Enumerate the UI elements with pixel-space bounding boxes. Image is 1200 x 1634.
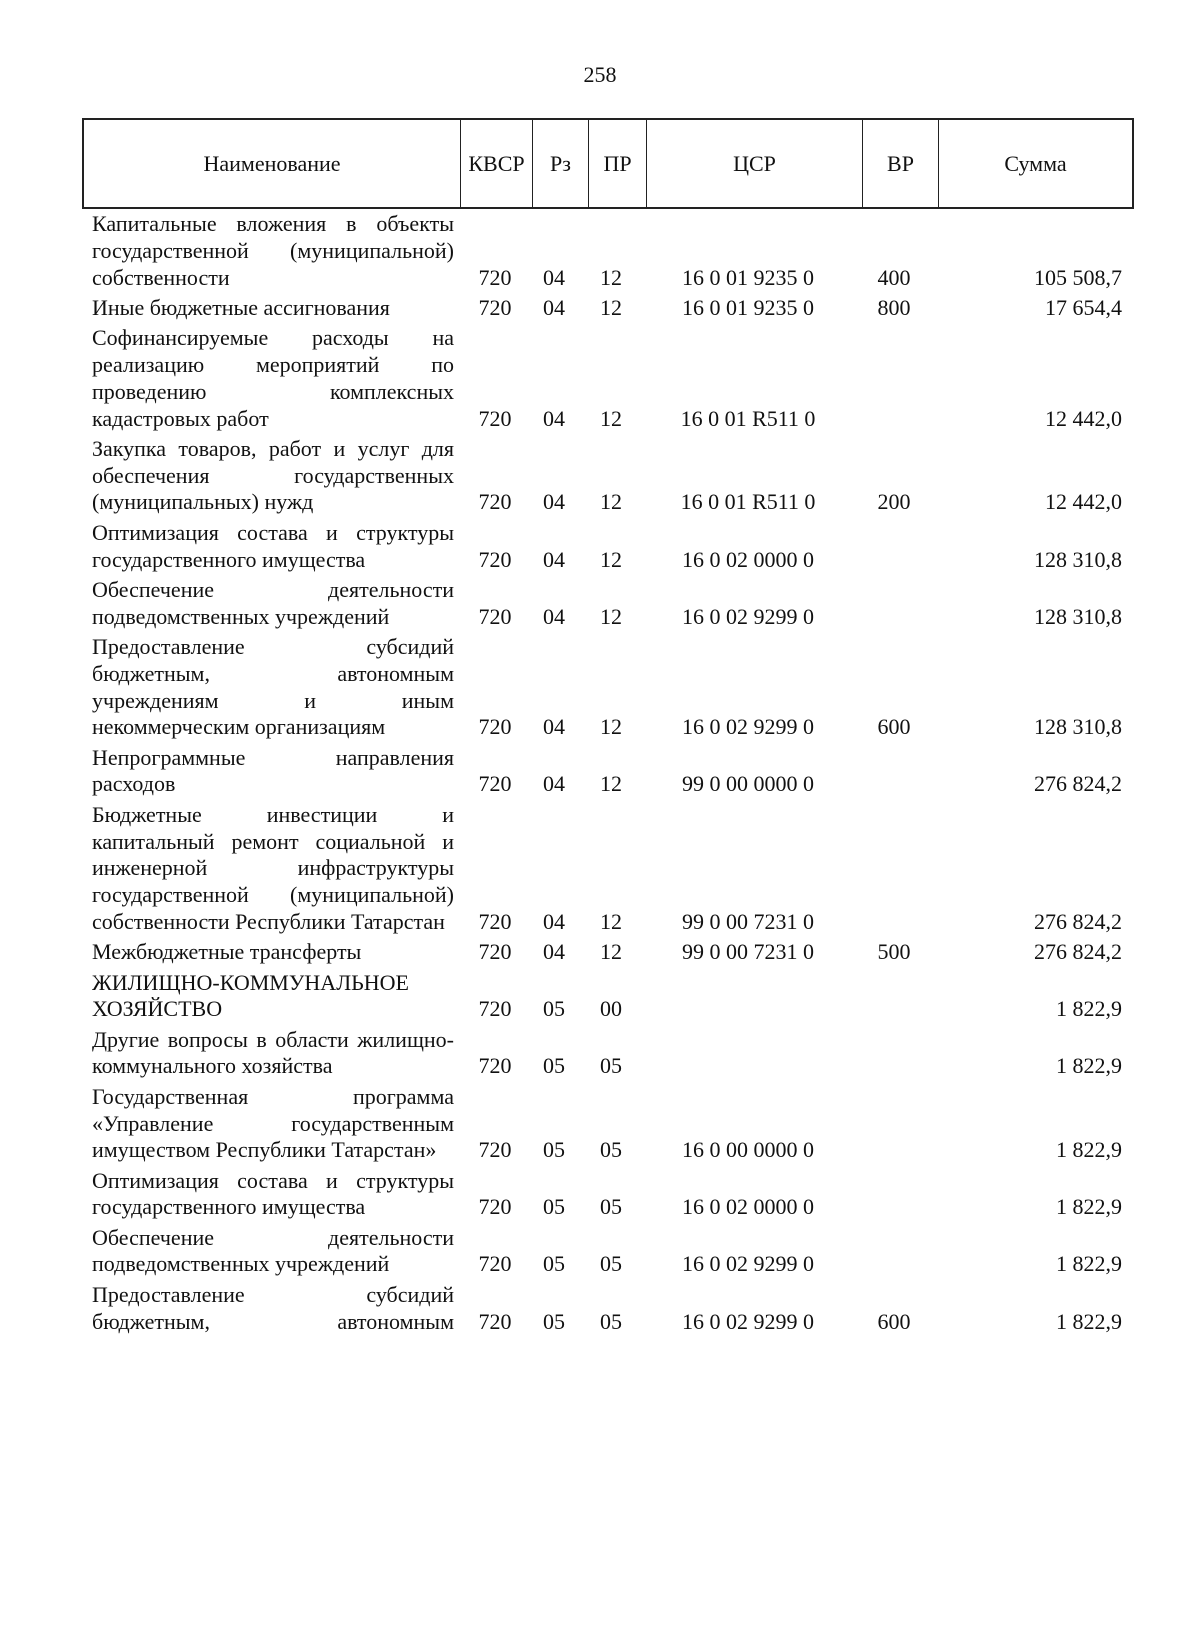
cell-csr: 16 0 02 9299 0 xyxy=(682,714,814,740)
cell-rz: 04 xyxy=(543,264,565,290)
cell-rz: 05 xyxy=(543,1308,565,1334)
cell-pr: 05 xyxy=(600,1251,622,1277)
cell-sum: 12 442,0 xyxy=(1045,489,1122,515)
cell-rz: 04 xyxy=(543,771,565,797)
cell-csr: 16 0 00 0000 0 xyxy=(682,1137,814,1163)
header-vr: ВР xyxy=(863,120,939,207)
table-row xyxy=(82,325,1134,432)
cell-kvsr: 720 xyxy=(478,908,512,934)
cell-sum: 1 822,9 xyxy=(1056,1053,1122,1079)
cell-name: Другие вопросы в области жилищно-коммунального хозяйства xyxy=(92,1026,454,1079)
page-number: 258 xyxy=(583,62,617,87)
cell-rz: 04 xyxy=(543,603,565,629)
cell-sum: 17 654,4 xyxy=(1045,294,1122,320)
cell-csr: 16 0 02 9299 0 xyxy=(682,1308,814,1334)
cell-kvsr: 720 xyxy=(478,996,512,1022)
cell-pr: 12 xyxy=(600,939,622,965)
table-row xyxy=(82,634,1134,741)
cell-name: Закупка товаров, работ и услуг для обеспечения государственных (муниципальных) нужд xyxy=(92,435,454,515)
table-row xyxy=(82,1282,1134,1336)
cell-pr: 05 xyxy=(600,1194,622,1220)
table-header xyxy=(82,118,1134,209)
cell-csr: 99 0 00 7231 0 xyxy=(682,908,814,934)
cell-rz: 04 xyxy=(543,939,565,965)
cell-vr: 800 xyxy=(877,294,911,320)
cell-sum: 276 824,2 xyxy=(1034,908,1122,934)
header-csr: ЦСР xyxy=(647,120,863,207)
cell-vr: 600 xyxy=(877,1308,911,1334)
header-sum: Сумма xyxy=(1004,150,1067,176)
cell-name: Оптимизация состава и структуры государственного имущества xyxy=(92,519,454,572)
table-row xyxy=(82,1084,1134,1164)
cell-csr: 16 0 02 0000 0 xyxy=(682,1194,814,1220)
header-kvsr: КВСР xyxy=(461,120,533,207)
cell-sum: 276 824,2 xyxy=(1034,939,1122,965)
cell-name: Капитальные вложения в объекты государственной (муниципальной) собственности xyxy=(92,211,454,290)
header-rz: Рз xyxy=(533,120,589,207)
cell-rz: 04 xyxy=(543,294,565,320)
cell-rz: 04 xyxy=(543,546,565,572)
cell-kvsr: 720 xyxy=(478,1194,512,1220)
cell-rz: 05 xyxy=(543,996,565,1022)
cell-pr: 12 xyxy=(600,714,622,740)
cell-csr: 16 0 01 R511 0 xyxy=(680,405,816,431)
cell-csr: 16 0 02 9299 0 xyxy=(682,603,814,629)
cell-vr: 600 xyxy=(877,714,911,740)
cell-sum: 1 822,9 xyxy=(1056,1137,1122,1163)
cell-sum: 1 822,9 xyxy=(1056,1194,1122,1220)
cell-kvsr: 720 xyxy=(478,939,512,965)
cell-sum: 276 824,2 xyxy=(1034,771,1122,797)
cell-pr: 12 xyxy=(600,603,622,629)
cell-name: Обеспечение деятельности подведомственных учреждений xyxy=(92,576,454,629)
cell-kvsr: 720 xyxy=(478,264,512,290)
cell-csr: 16 0 02 9299 0 xyxy=(682,1251,814,1277)
cell-kvsr: 720 xyxy=(478,771,512,797)
table-row xyxy=(82,436,1134,516)
cell-name: Обеспечение деятельности подведомственных учреждений xyxy=(92,1224,454,1277)
table-body xyxy=(82,211,1134,1339)
table-row xyxy=(82,1225,1134,1279)
cell-pr: 12 xyxy=(600,264,622,290)
header-pr: ПР xyxy=(589,120,647,207)
cell-pr: 05 xyxy=(600,1053,622,1079)
cell-name: Межбюджетные трансферты xyxy=(92,939,362,965)
table-row xyxy=(82,295,1134,322)
cell-pr: 12 xyxy=(600,405,622,431)
cell-rz: 04 xyxy=(543,489,565,515)
cell-pr: 05 xyxy=(600,1308,622,1334)
table-row xyxy=(82,745,1134,799)
cell-name: Софинансируемые расходы на реализацию мероприятий по проведению комплексных кадастровых работ xyxy=(92,325,454,431)
table-row xyxy=(82,520,1134,574)
cell-rz: 04 xyxy=(543,908,565,934)
cell-sum: 128 310,8 xyxy=(1034,546,1122,572)
cell-vr: 200 xyxy=(877,489,911,515)
cell-rz: 05 xyxy=(543,1251,565,1277)
cell-pr: 12 xyxy=(600,294,622,320)
cell-pr: 12 xyxy=(600,771,622,797)
cell-name: Бюджетные инвестиции и капитальный ремонт социальной и инженерной инфраструктуры государственной (муниципальной) собственности Республики Татарстан xyxy=(92,801,454,934)
cell-sum: 128 310,8 xyxy=(1034,714,1122,740)
cell-kvsr: 720 xyxy=(478,1308,512,1334)
cell-name: Иные бюджетные ассигнования xyxy=(92,294,390,320)
cell-csr: 99 0 00 0000 0 xyxy=(682,771,814,797)
cell-pr: 05 xyxy=(600,1137,622,1163)
table-row xyxy=(82,1168,1134,1222)
cell-kvsr: 720 xyxy=(478,1251,512,1277)
cell-kvsr: 720 xyxy=(478,489,512,515)
cell-rz: 05 xyxy=(543,1137,565,1163)
header-name: Наименование xyxy=(84,120,461,207)
table-row xyxy=(82,1027,1134,1081)
cell-sum: 12 442,0 xyxy=(1045,405,1122,431)
cell-name: ЖИЛИЩНО-КОММУНАЛЬНОЕ ХОЗЯЙСТВО xyxy=(92,969,409,1022)
cell-csr: 16 0 01 9235 0 xyxy=(682,264,814,290)
cell-vr: 500 xyxy=(877,939,911,965)
cell-csr: 16 0 01 R511 0 xyxy=(680,489,816,515)
cell-kvsr: 720 xyxy=(478,1053,512,1079)
cell-csr: 16 0 02 0000 0 xyxy=(682,546,814,572)
table-row xyxy=(82,802,1134,936)
cell-kvsr: 720 xyxy=(478,405,512,431)
cell-sum: 1 822,9 xyxy=(1056,1308,1122,1334)
cell-rz: 05 xyxy=(543,1053,565,1079)
cell-rz: 04 xyxy=(543,405,565,431)
cell-rz: 04 xyxy=(543,714,565,740)
cell-sum: 1 822,9 xyxy=(1056,1251,1122,1277)
cell-sum: 1 822,9 xyxy=(1056,996,1122,1022)
cell-sum: 105 508,7 xyxy=(1034,264,1122,290)
cell-name: Предоставление субсидий бюджетным, автономным xyxy=(92,1281,454,1334)
cell-pr: 12 xyxy=(600,908,622,934)
cell-csr: 99 0 00 7231 0 xyxy=(682,939,814,965)
cell-pr: 00 xyxy=(600,996,622,1022)
cell-vr: 400 xyxy=(877,264,911,290)
cell-name: Непрограммные направления расходов xyxy=(92,744,454,797)
cell-csr: 16 0 01 9235 0 xyxy=(682,294,814,320)
cell-pr: 12 xyxy=(600,489,622,515)
table-row xyxy=(82,577,1134,631)
cell-kvsr: 720 xyxy=(478,546,512,572)
cell-name: Предоставление субсидий бюджетным, автономным учреждениям и иным некоммерческим организациям xyxy=(92,633,454,740)
cell-kvsr: 720 xyxy=(478,603,512,629)
table-row xyxy=(82,211,1134,291)
cell-name: Государственная программа «Управление государственным имуществом Республики Татарстан» xyxy=(92,1083,454,1163)
cell-kvsr: 720 xyxy=(478,294,512,320)
table-row xyxy=(82,970,1134,1024)
cell-kvsr: 720 xyxy=(478,714,512,740)
table-row xyxy=(82,939,1134,966)
cell-rz: 05 xyxy=(543,1194,565,1220)
cell-pr: 12 xyxy=(600,546,622,572)
cell-sum: 128 310,8 xyxy=(1034,603,1122,629)
cell-kvsr: 720 xyxy=(478,1137,512,1163)
cell-name: Оптимизация состава и структуры государственного имущества xyxy=(92,1167,454,1220)
